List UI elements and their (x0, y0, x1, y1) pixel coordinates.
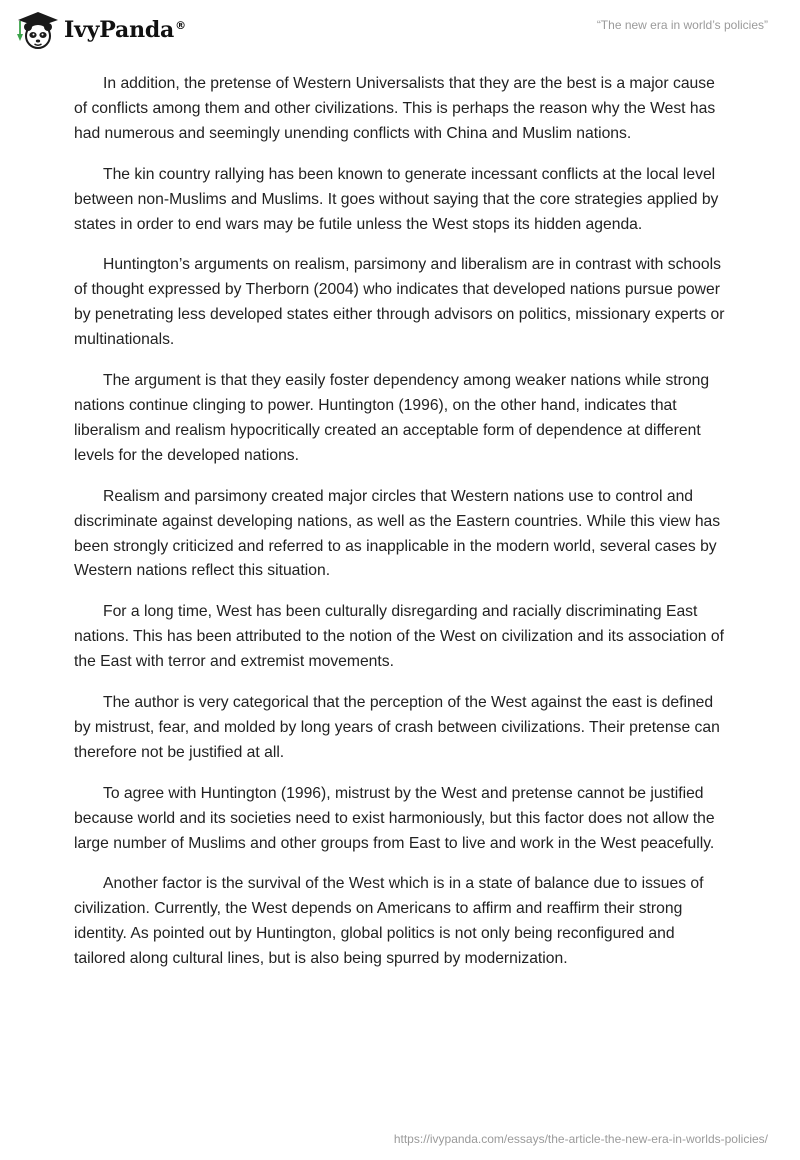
panda-graduate-icon (14, 10, 58, 50)
paragraph: The author is very categorical that the perception of the West against the east is defined by mistrust, fear, and molded by long years of crash between civilizations. Their pretense can therefore not be justified at all. (74, 694, 720, 761)
paragraph: Another factor is the survival of the West which is in a state of balance due to issues of civilization. Currently, the West depends on Americans to affirm and reaffirm their strong identity. As pointed out by Huntington, global politics is not only being reconfigured and tailored along cultural lines, but is also being spurred by modernization. (74, 875, 704, 968)
source-url[interactable]: https://ivypanda.com/essays/the-article-the-new-era-in-worlds-policies/ (393, 1132, 768, 1146)
paragraph: For a long time, West has been culturally disregarding and racially discriminating East nations. This has been attributed to the notion of the West on civilization and its association of the East with terror and extremist movements. (74, 603, 724, 671)
paragraph: The argument is that they easily foster dependency among weaker nations while strong nations continue clinging to power. Huntington (1996), on the other hand, indicates that liberalism and realism hypocritically created an acceptable form of dependence at different levels for the developed nations. (74, 372, 710, 464)
paragraph: To agree with Huntington (1996), mistrust by the West and pretense cannot be justified because world and its societies need to exist harmoniously, but this factor does not allow the large number of Muslims and other groups from East to live and work in the West peacefully. (74, 784, 715, 852)
essay-body (74, 72, 728, 988)
paragraph: Realism and parsimony created major circles that Western nations use to control and discriminate against developing nations, as well as the Eastern countries. While this view has been strongly criticized and referred to as inapplicable in the modern world, several cases by Western nations reflect this situation. (74, 487, 721, 580)
page-header (0, 0, 800, 70)
brand-name: IvyPanda® (64, 17, 186, 43)
paragraph: Huntington’s arguments on realism, parsimony and liberalism are in contrast with schools of thought expressed by Therborn (2004) who indicates that developed nations pursue power by penetrating less developed states either through advisors on politics, missionary experts or multinationals. (74, 256, 725, 349)
paragraph: The kin country rallying has been known to generate incessant conflicts at the local level between non-Muslims and Muslims. It goes without saying that the core strategies applied by states in order to end wars may be futile unless the West stops its hidden agenda. (74, 165, 719, 233)
document-title: “The new era in world’s policies” (596, 18, 768, 32)
brand-logo[interactable] (14, 10, 186, 50)
paragraph: In addition, the pretense of Western Universalists that they are the best is a major cause of conflicts among them and other civilizations. This is perhaps the reason why the West has had numerous and seemingly unending conflicts with China and Muslim nations. (74, 75, 716, 142)
